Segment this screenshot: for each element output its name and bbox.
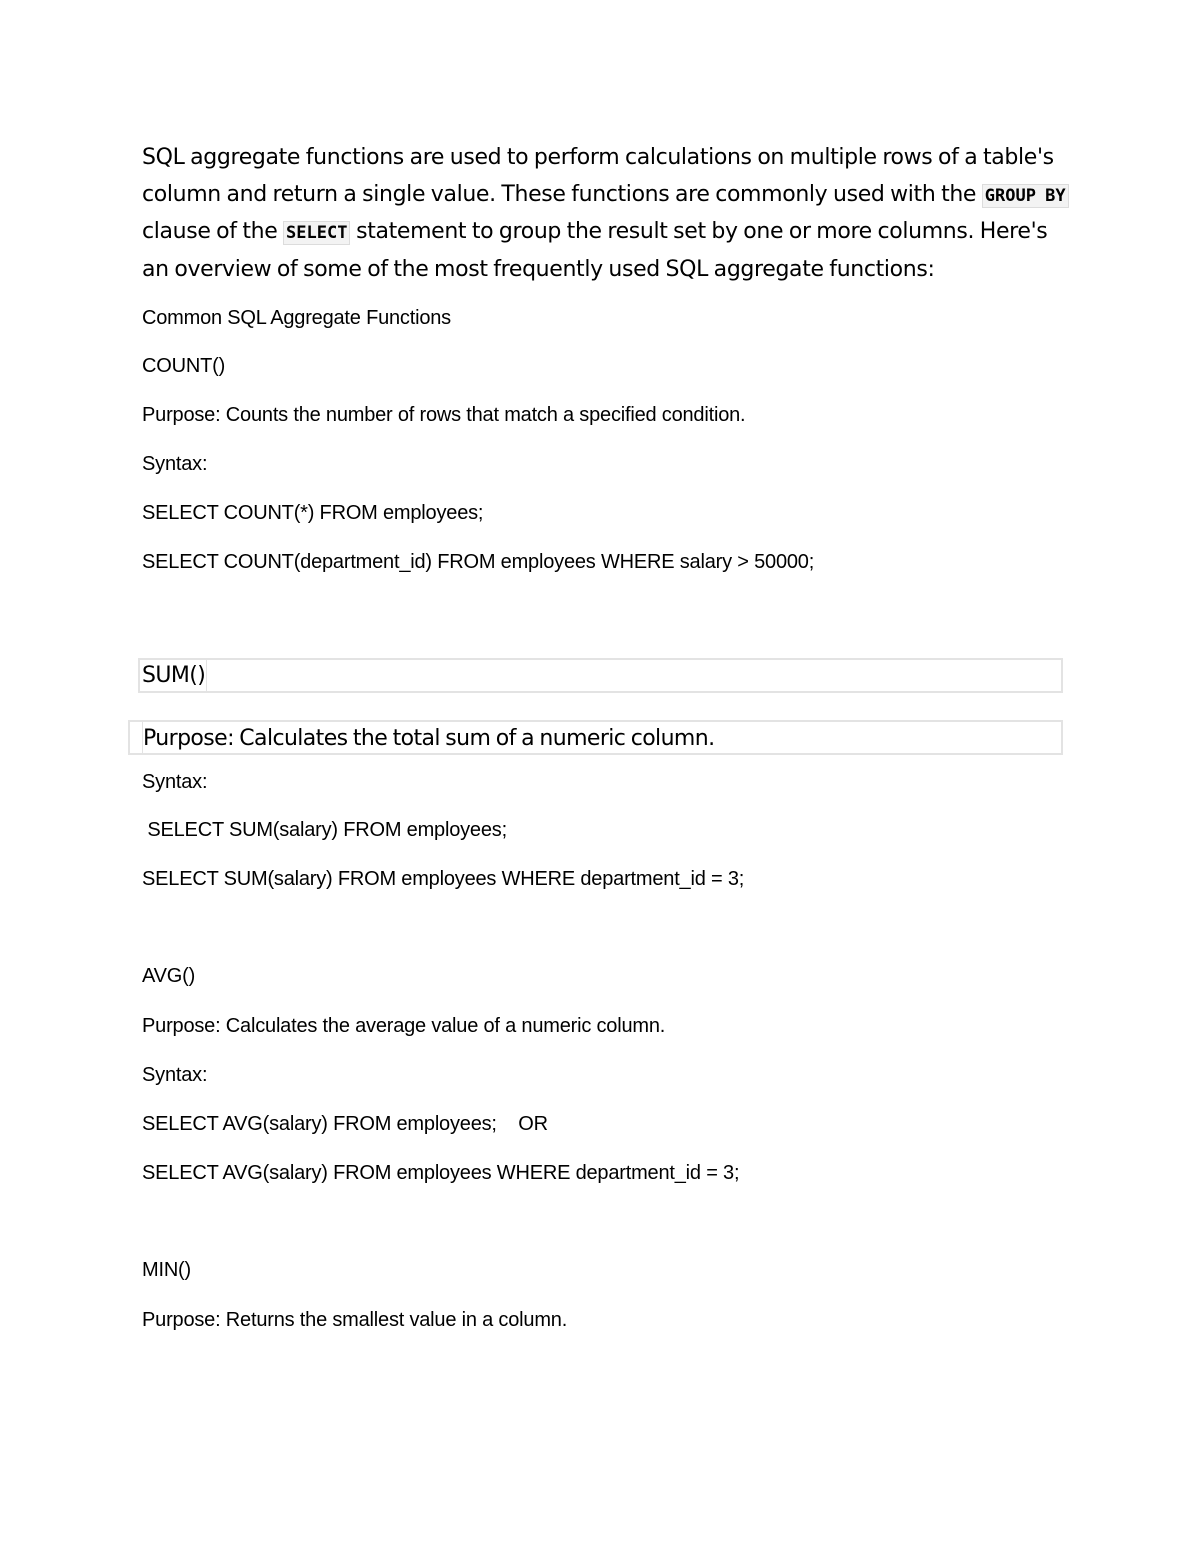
count-example-1: SELECT COUNT(*) FROM employees; [142, 502, 484, 524]
sum-example-2: SELECT SUM(salary) FROM employees WHERE department_id = 3; [142, 868, 745, 890]
intro-line: SQL aggregate functions are used to perform calculations on multiple rows of a table's [142, 145, 1054, 170]
intro-text: column and return a single value. These functions are commonly used with the [142, 181, 982, 207]
inline-code-select: SELECT [283, 221, 350, 245]
divider [206, 660, 207, 691]
intro-text: statement to group the result set by one or more columns. Here's [350, 219, 1048, 244]
sum-heading: SUM() [142, 663, 206, 688]
count-syntax-label: Syntax: [142, 453, 208, 475]
intro-line [142, 214, 1072, 252]
intro-line [142, 177, 1072, 215]
avg-example-2: SELECT AVG(salary) FROM employees WHERE department_id = 3; [142, 1162, 740, 1184]
intro-paragraph [142, 140, 1072, 288]
count-purpose: Purpose: Counts the number of rows that match a specified condition. [142, 404, 746, 426]
inline-code-group-by: GROUP BY [982, 184, 1069, 208]
sum-purpose-box [128, 720, 1063, 755]
min-purpose: Purpose: Returns the smallest value in a column. [142, 1309, 568, 1331]
count-heading: COUNT() [142, 355, 226, 377]
intro-line: an overview of some of the most frequently used SQL aggregate functions: [142, 256, 935, 282]
avg-example-1: SELECT AVG(salary) FROM employees; OR [142, 1113, 548, 1135]
intro-text: clause of the [142, 219, 284, 244]
divider [142, 722, 143, 753]
sum-example-1: SELECT SUM(salary) FROM employees; [142, 819, 507, 841]
sum-heading-box [138, 658, 1063, 693]
avg-syntax-label: Syntax: [142, 1064, 208, 1086]
min-heading: MIN() [142, 1259, 191, 1281]
section-title: Common SQL Aggregate Functions [142, 307, 451, 329]
avg-purpose: Purpose: Calculates the average value of a numeric column. [142, 1015, 666, 1037]
sum-purpose: Purpose: Calculates the total sum of a numeric column. [143, 726, 715, 751]
count-example-2: SELECT COUNT(department_id) FROM employees WHERE salary > 50000; [142, 551, 815, 573]
sum-syntax-label: Syntax: [142, 771, 208, 793]
avg-heading: AVG() [142, 965, 196, 987]
